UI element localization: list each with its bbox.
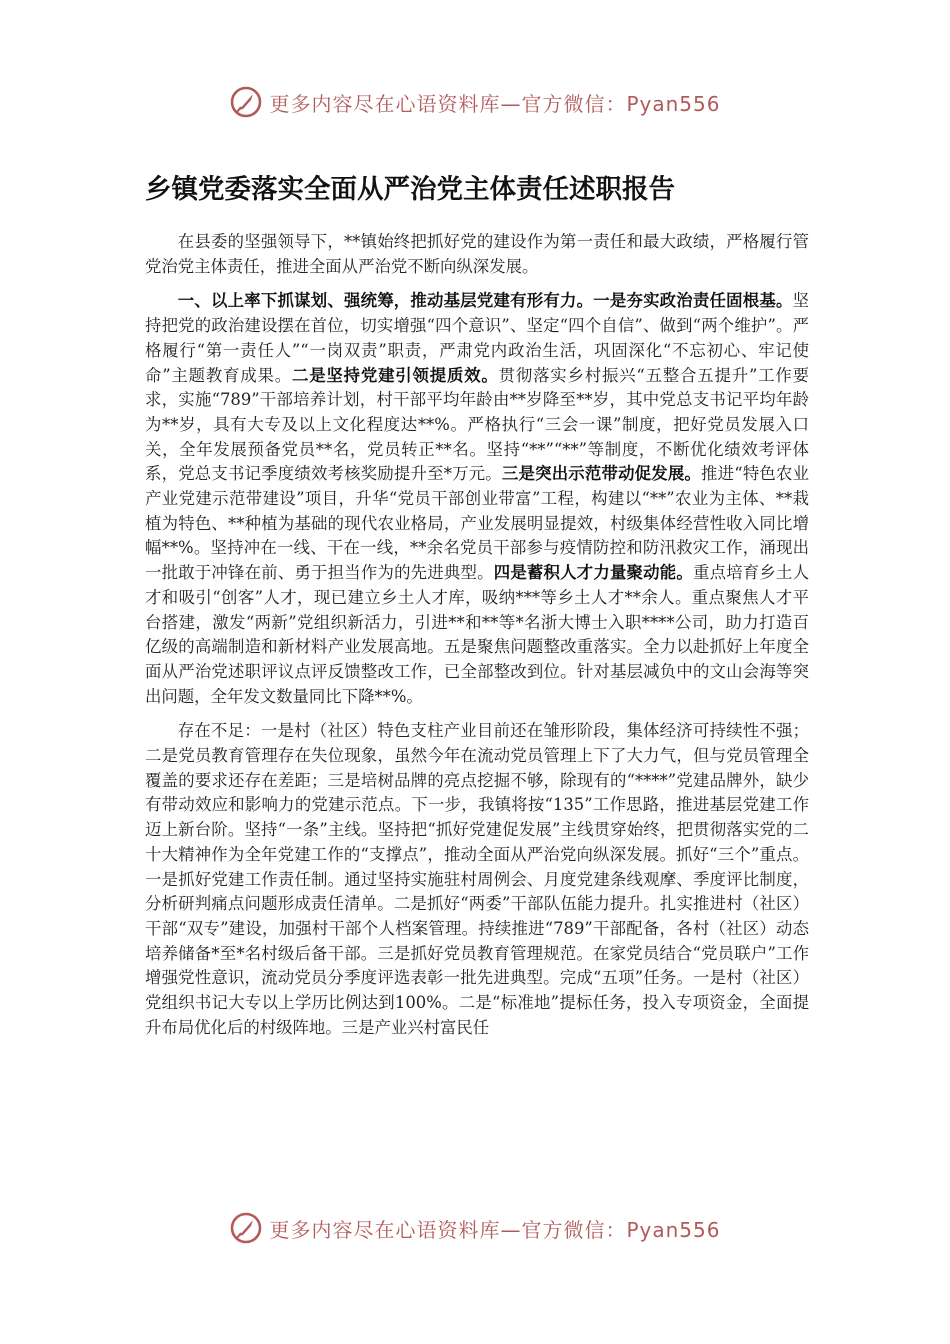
- item-1-text: 坚持把党的政治建设摆在首位，切实增强“四个意识”、坚定“四个自信”、做到“两个维护”。严格履行“第一责任人”“一岗双责”职责，严肃党内政治生活，巩固深化“不忘初心、牢记使命”主题教育成果。: [145, 291, 810, 385]
- banner-text: 更多内容尽在心语资料库—官方微信：Pyan556: [269, 91, 721, 116]
- section-1-paragraph: [145, 289, 809, 709]
- item-4-title: 四是蓄积人才力量聚动能。: [493, 563, 693, 583]
- document-title: 乡镇党委落实全面从严治党主体责任述职报告: [145, 174, 675, 205]
- section-1-heading: 一、以上率下抓谋划、强统筹，推动基层党建有形有力。: [177, 291, 594, 311]
- shortcomings-paragraph: 存在不足：一是村（社区）特色支柱产业目前还在雏形阶段，集体经济可持续性不强；二是党员教育管理存在失位现象，虽然今年在流动党员管理上下了大力气，但与党员管理全覆盖的要求还存在差距；三是培树品牌的亮点挖掘不够，除现有的“****”党建品牌外，缺少有带动效应和影响力的党建示范点。下一步，我镇将按“135”工作思路，推进基层党建工作迈上新台阶。坚持“一条”主线。坚持把“抓好党建促发展”主线贯穿始终，把贯彻落实党的二十大精神作为全年党建工作的“支撑点”，推动全面从严治党向纵深发展。抓好“三个”重点。一是抓好党建工作责任制。通过坚持实施驻村周例会、月度党建条线观摩、季度评比制度，分析研判痛点问题形成责任清单。二是抓好“两委”干部队伍能力提升。扎实推进村（社区）干部“双专”建设，加强村干部个人档案管理。持续推进“789”干部配备，各村（社区）动态培养储备*至*名村级后备干部。三是抓好党员教育管理规范。在家党员结合“党员联户”工作增强党性意识，流动党员分季度评选表彰一批先进典型。完成“五项”任务。一是村（社区）党组织书记大专以上学历比例达到100%。二是“标准地”提标任务，投入专项资金，全面提升布局优化后的村级阵地。三是产业兴村富民任: [145, 721, 809, 1037]
- item-3-text: 推进“特色农业产业党建示范带建设”项目，升华“党员干部创业带富”工程，构建以“**”农业为主体、**栽植为特色、**种植为基础的现代农业格局，产业发展明显提效，村级集体经营性收入同比增幅**%。坚持冲在一线、干在一线，**余名党员干部参与疫情防控和防汛救灾工作，涌现出一批敢于冲锋在前、勇于担当作为的先进典型。: [145, 464, 809, 583]
- item-4-text: 重点培育乡土人才和吸引“创客”人才，现已建立乡土人才库，吸纳***等乡土人才**余人。重点聚焦人才平台搭建，激发“两新”党组织新活力，引进**和**等*名浙大博士入职****公司，助力打造百亿级的高端制造和新材料产业发展高地。五是聚焦问题整改重落实。全力以赴抓好上年度全面从严治党述职评议点评反馈整改工作，已全部整改到位。针对基层减负中的文山会海等突出问题，全年发文数量同比下降**%。: [145, 563, 810, 706]
- quill-logo-icon: [229, 85, 263, 119]
- document-body: [145, 230, 809, 1051]
- item-1-title: 一是夯实政治责任固根基。: [593, 291, 793, 311]
- quill-logo-icon: [229, 1211, 263, 1245]
- item-2-text: 贯彻落实乡村振兴“五整合五提升”工作要求，实施“789”干部培养计划，村干部平均年龄由**岁降至**岁，其中党总支书记平均年龄为**岁，具有大专及以上文化程度达**%。严格执行“三会一课”制度，把好党员发展入口关，全年发展预备党员**名，党员转正**名。坚持“**”“**”等制度，不断优化绩效考评体系，党总支书记季度绩效考核奖励提升至*万元。: [145, 365, 809, 484]
- intro-paragraph: 在县委的坚强领导下，**镇始终把抓好党的建设作为第一责任和最大政绩，严格履行管党治党主体责任，推进全面从严治党不断向纵深发展。: [145, 232, 809, 276]
- footer-watermark-banner: [0, 1208, 950, 1248]
- item-3-title: 三是突出示范带动促发展。: [501, 464, 702, 484]
- banner-text: 更多内容尽在心语资料库—官方微信：Pyan556: [269, 1217, 721, 1242]
- header-watermark-banner: [0, 82, 950, 122]
- item-2-title: 二是坚持党建引领提质效。: [291, 365, 499, 385]
